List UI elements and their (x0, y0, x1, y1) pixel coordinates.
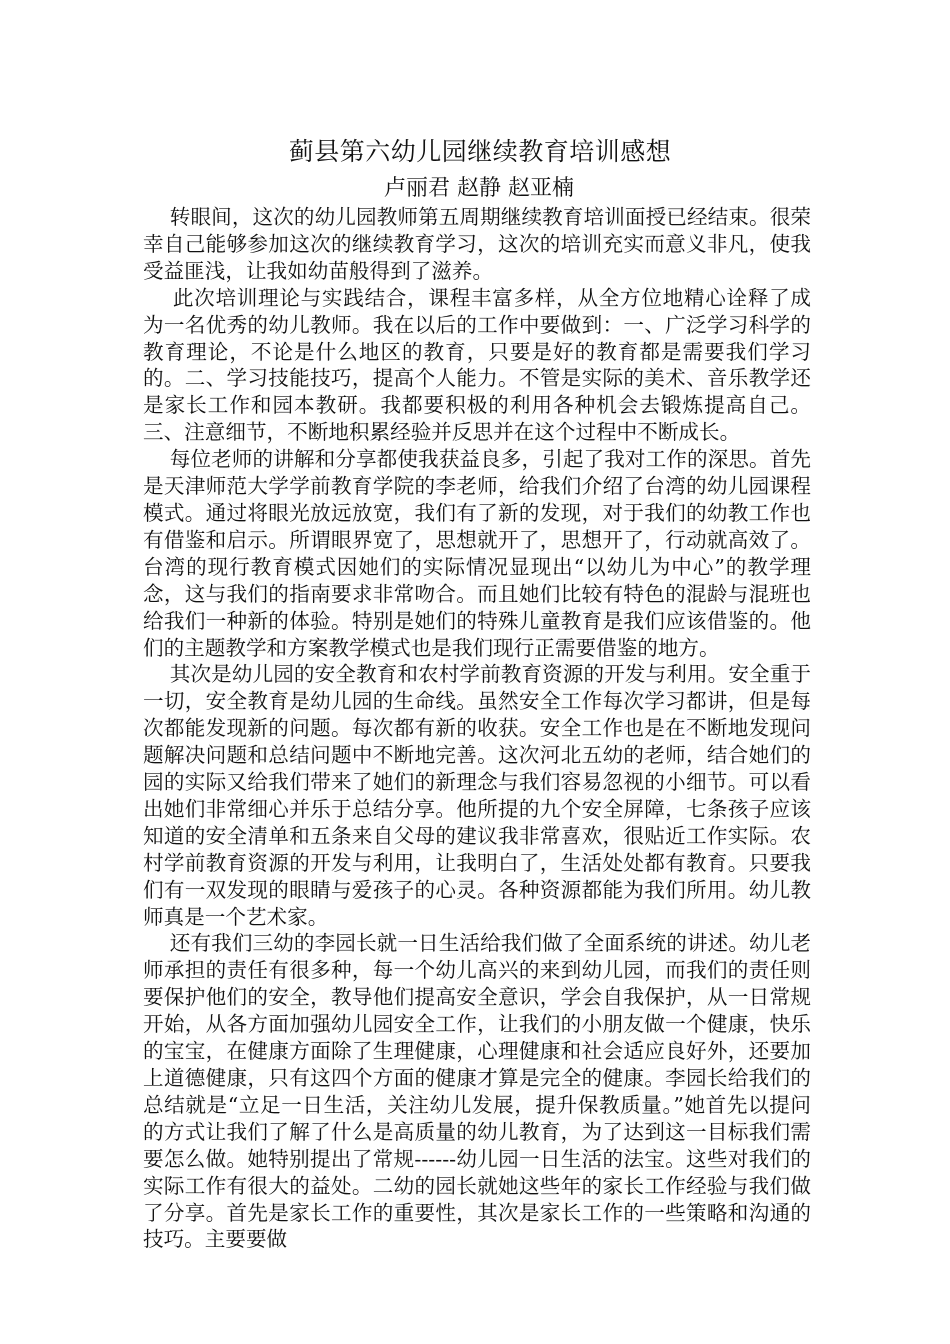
document-authors: 卢丽君 赵静 赵亚楠 (384, 176, 574, 201)
paragraph-2: 此次培训理论与实践结合，课程丰富多样，从全方位地精心诠释了成为一名优秀的幼儿教师。我在以后的工作中要做到：一、广泛学习科学的教育理论，不论是什么地区的教育，只要是好的教育都是需要我们学习的。二、学习技能技巧，提高个人能力。不管是实际的美术、音乐教学还是家长工作和园本教研。我都要积极的利用各种机会去锻炼提高自己。三、注意细节，不断地积累经验并反思并在这个过程中不断成长。 (143, 285, 811, 445)
document-title: 蓟县第六幼儿园继续教育培训感想 (288, 137, 672, 166)
paragraph-1: 转眼间，这次的幼儿园教师第五周期继续教育培训面授已经结束。很荣幸自己能够参加这次的继续教育学习，这次的培训充实而意义非凡，使我受益匪浅，让我如幼苗般得到了滋养。 (143, 205, 811, 283)
paragraph-4: 其次是幼儿园的安全教育和农村学前教育资源的开发与利用。安全重于一切，安全教育是幼儿园的生命线。虽然安全工作每次学习都讲，但是每次都能发现新的问题。每次都有新的收获。安全工作也是在不断地发现问题解决问题和总结问题中不断地完善。这次河北五幼的老师，结合她们的园的实际又给我们带来了她们的新理念与我们容易忽视的小细节。可以看出她们非常细心并乐于总结分享。他所提的九个安全屏障，七条孩子应该知道的安全清单和五条来自父母的建议我非常喜欢，很贴近工作实际。农村学前教育资源的开发与利用，让我明白了，生活处处都有教育。只要我们有一双发现的眼睛与爱孩子的心灵。各种资源都能为我们所用。幼儿教师真是一个艺术家。 (143, 662, 811, 929)
paragraph-5: 还有我们三幼的李园长就一日生活给我们做了全面系统的讲述。幼儿老师承担的责任有很多种，每一个幼儿高兴的来到幼儿园，而我们的责任则要保护他们的安全，教导他们提高安全意识，学会自我保护，从一日常规开始，从各方面加强幼儿园安全工作，让我们的小朋友做一个健康，快乐的宝宝，在健康方面除了生理健康，心理健康和社会适应良好外，还要加上道德健康，只有这四个方面的健康才算是完全的健康。李园长给我们的总结就是“立足一日生活，关注幼儿发展，提升保教质量。”她首先以提问的方式让我们了解了什么是高质量的幼儿教育，为了达到这一目标我们需要怎么做。她特别提出了常规------幼儿园一日生活的法宝。这些对我们的实际工作有很大的益处。二幼的园长就她这些年的家长工作经验与我们做了分享。首先是家长工作的重要性，其次是家长工作的一些策略和沟通的技巧。主要要做 (143, 931, 811, 1252)
document-page (143, 134, 811, 1253)
paragraph-3: 每位老师的讲解和分享都使我获益良多，引起了我对工作的深思。首先是天津师范大学学前教育学院的李老师，给我们介绍了台湾的幼儿园课程模式。通过将眼光放远放宽，我们有了新的发现，对于我们的幼教工作也有借鉴和启示。所谓眼界宽了，思想就开了，思想开了，行动就高效了。台湾的现行教育模式因她们的实际情况显现出“以幼儿为中心”的教学理念，这与我们的指南要求非常吻合。而且她们比较有特色的混龄与混班也给我们一种新的体验。特别是她们的特殊儿童教育是我们应该借鉴的。他们的主题教学和方案教学模式也是我们现行正需要借鉴的地方。 (143, 447, 811, 660)
